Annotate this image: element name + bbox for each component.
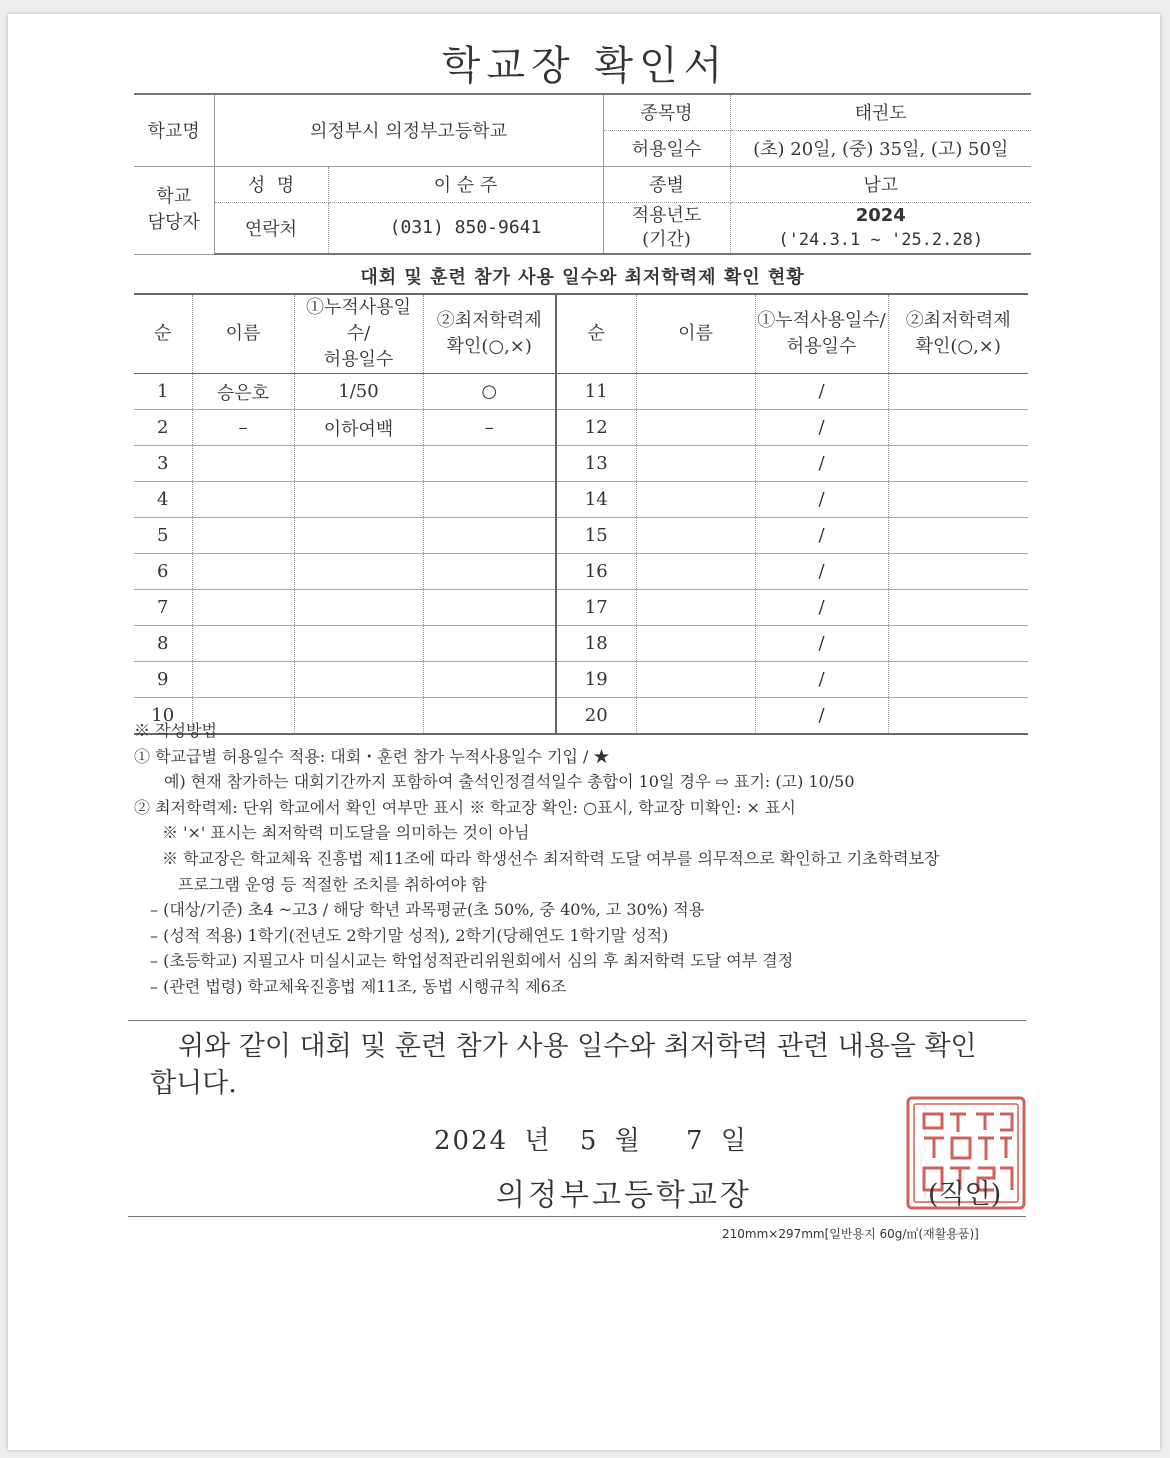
header-name: 이름 (192, 294, 294, 374)
cell-days: / (755, 518, 888, 554)
page-title: 학교장 확인서 (441, 43, 729, 89)
cell-name (636, 626, 755, 662)
cell-days (294, 482, 423, 518)
period: ('24.3.1 ~ '25.2.28) (778, 229, 984, 250)
cell-no: 11 (556, 374, 636, 410)
note-line: 프로그램 운영 등 적절한 조치를 취하여야 함 (178, 874, 487, 894)
cell-name (636, 374, 755, 410)
cell-check (888, 626, 1028, 662)
note-line: 예) 현재 참가하는 대회기간까지 포함하여 출석인정결석일수 총합이 10일 경우 ⇨ 표기: (고) 10/50 (164, 772, 855, 792)
cell-check (888, 590, 1028, 626)
cell-name: 승은호 (192, 374, 294, 410)
cell-name (636, 590, 755, 626)
cell-days: / (755, 482, 888, 518)
cell-days (294, 518, 423, 554)
cell-days: / (755, 626, 888, 662)
date-day: 7 (686, 1126, 705, 1156)
cell-name (636, 446, 755, 482)
header-used-1: ①누적사용일수/ (757, 310, 886, 331)
note-line: – (초등학교) 지필고사 미실시교는 학업성적관리위원회에서 심의 후 최저학력 도달 여부 결정 (150, 951, 794, 971)
date-year: 2024 (434, 1126, 509, 1156)
manager-label (134, 166, 214, 254)
cell-check (423, 446, 556, 482)
cell-no: 18 (556, 626, 636, 662)
date-month-unit: 월 (614, 1126, 642, 1156)
note-line: ※ 작성방법 (134, 721, 217, 740)
cell-no: 19 (556, 662, 636, 698)
cell-days: / (755, 446, 888, 482)
manager-label-1: 학교 (156, 186, 192, 207)
header-no: 순 (134, 294, 192, 374)
header-min (423, 294, 556, 374)
manager-label-2: 담당자 (147, 212, 200, 233)
cell-days: 이하여백 (294, 410, 423, 446)
cell-name (192, 590, 294, 626)
date-day-unit: 일 (720, 1126, 748, 1156)
confirmation-line-2: 합니다. (150, 1068, 237, 1099)
cell-days (294, 446, 423, 482)
cell-name (636, 662, 755, 698)
allowed-days: (초) 20일, (중) 35일, (고) 50일 (730, 130, 1031, 166)
cell-no: 10 (134, 698, 192, 735)
cell-name (192, 554, 294, 590)
header-min-2: 확인(○,×) (915, 336, 1001, 357)
category: 남고 (730, 166, 1031, 202)
cell-no: 16 (556, 554, 636, 590)
cell-no: 17 (556, 590, 636, 626)
cell-no: 3 (134, 446, 192, 482)
allowed-days-label: 허용일수 (603, 130, 730, 166)
sport-label: 종목명 (603, 94, 730, 130)
cell-days (294, 662, 423, 698)
cell-name (192, 626, 294, 662)
cell-name (636, 554, 755, 590)
cell-check (888, 662, 1028, 698)
cell-check (888, 374, 1028, 410)
cell-no: 14 (556, 482, 636, 518)
cell-days: / (755, 698, 888, 735)
name-label: 성 명 (214, 166, 328, 202)
cell-check (888, 482, 1028, 518)
table-row (134, 554, 1028, 590)
note-line: ※ 학교장은 학교체육 진흥법 제11조에 따라 학생선수 최저학력 도달 여부를 의무적으로 확인하고 기초학력보장 (162, 848, 940, 868)
cell-check (423, 482, 556, 518)
sport: 태권도 (730, 94, 1031, 130)
divider (128, 1216, 1026, 1217)
header-used (294, 294, 423, 374)
cell-no: 12 (556, 410, 636, 446)
cell-check (888, 446, 1028, 482)
cell-no: 8 (134, 626, 192, 662)
header-used-1: ①누적사용일수/ (306, 297, 411, 344)
cell-days: / (755, 554, 888, 590)
header-min-2: 확인(○,×) (446, 336, 532, 357)
school-name: 의정부시 의정부고등학교 (214, 94, 603, 166)
cell-check: ○ (423, 374, 556, 410)
cell-no: 2 (134, 410, 192, 446)
table-row (134, 626, 1028, 662)
cell-no: 6 (134, 554, 192, 590)
date-month: 5 (579, 1126, 599, 1156)
cell-check (423, 590, 556, 626)
note-line: ② 최저학력제: 단위 학교에서 확인 여부만 표시 ※ 학교장 확인: ○표시, 학교장 미확인: × 표시 (134, 797, 796, 817)
manager-name: 이 순 주 (328, 166, 603, 202)
cell-name (192, 482, 294, 518)
cell-check (423, 554, 556, 590)
divider (128, 1020, 1026, 1021)
cell-days (294, 590, 423, 626)
table-row (134, 662, 1028, 698)
cell-days (294, 626, 423, 662)
cell-name: – (192, 410, 294, 446)
table-header-row (134, 294, 1028, 374)
header-min-1: ②최저학력제 (905, 310, 1011, 331)
year-label (603, 202, 730, 254)
usage-table (134, 293, 1028, 735)
cell-no: 20 (556, 698, 636, 735)
table-row (134, 410, 1028, 446)
cell-check: – (423, 410, 556, 446)
cell-name (192, 518, 294, 554)
table-row (134, 374, 1028, 410)
table-row (134, 590, 1028, 626)
cell-no: 5 (134, 518, 192, 554)
paper-spec: 210mm×297mm[일반용지 60g/㎡(재활용품)] (722, 1227, 979, 1241)
contact-label: 연락처 (214, 202, 328, 254)
school-name-label: 학교명 (134, 94, 214, 166)
cell-name (636, 518, 755, 554)
cell-check (423, 662, 556, 698)
year-label-2: (기간) (642, 228, 691, 250)
table-row (134, 518, 1028, 554)
cell-check (423, 518, 556, 554)
cell-name (192, 446, 294, 482)
header-used-2: 허용일수 (323, 349, 394, 370)
header-used (755, 294, 888, 374)
header-name: 이름 (636, 294, 755, 374)
header-min-1: ②최저학력제 (436, 310, 542, 331)
year: 2024 (855, 204, 906, 226)
info-table (134, 93, 1031, 255)
contact: (031) 850-9641 (328, 202, 603, 254)
cell-days: 1/50 (294, 374, 423, 410)
note-line: – (대상/기준) 초4 ~고3 / 해당 학년 과목평균(초 50%, 중 40%, 고 30%) 적용 (150, 900, 705, 920)
cell-no: 1 (134, 374, 192, 410)
cell-no: 15 (556, 518, 636, 554)
cell-name (636, 482, 755, 518)
header-used-2: 허용일수 (786, 336, 857, 357)
cell-check (888, 554, 1028, 590)
issue-date (434, 1120, 748, 1157)
cell-days (294, 554, 423, 590)
cell-days: / (755, 662, 888, 698)
year-label-1: 적용년도 (631, 204, 702, 226)
header-min (888, 294, 1028, 374)
table-row (134, 446, 1028, 482)
table-row (134, 482, 1028, 518)
cell-days: / (755, 374, 888, 410)
year-cell (730, 202, 1031, 254)
confirmation-text (150, 1028, 1030, 1102)
seal-label: (직인) (928, 1179, 1002, 1210)
cell-no: 4 (134, 482, 192, 518)
note-line: ① 학교급별 허용일수 적용: 대회・훈련 참가 누적사용일수 기입 / ★ (134, 746, 610, 766)
header-no: 순 (556, 294, 636, 374)
cell-name (636, 410, 755, 446)
cell-days: / (755, 590, 888, 626)
category-label: 종별 (603, 166, 730, 202)
cell-name (192, 662, 294, 698)
cell-no: 13 (556, 446, 636, 482)
cell-days: / (755, 410, 888, 446)
confirmation-line-1: 위와 같이 대회 및 훈련 참가 사용 일수와 최저학력 관련 내용을 확인 (178, 1031, 977, 1062)
instructions (134, 718, 1034, 1000)
cell-no: 9 (134, 662, 192, 698)
principal-title: 의정부고등학교장 (496, 1178, 752, 1213)
note-line: – (성적 적용) 1학기(전년도 2학기말 성적), 2학기(당해연도 1학기말 성적) (150, 925, 669, 945)
cell-check (888, 518, 1028, 554)
date-year-unit: 년 (524, 1126, 552, 1156)
note-line: ※ '×' 표시는 최저학력 미도달을 의미하는 것이 아님 (162, 823, 530, 843)
cell-no: 7 (134, 590, 192, 626)
note-line: – (관련 법령) 학교체육진흥법 제11조, 동법 시행규칙 제6조 (150, 976, 567, 996)
cell-check (888, 410, 1028, 446)
table-subtitle: 대회 및 훈련 참가 사용 일수와 최저학력제 확인 현황 (360, 267, 805, 288)
cell-check (423, 626, 556, 662)
